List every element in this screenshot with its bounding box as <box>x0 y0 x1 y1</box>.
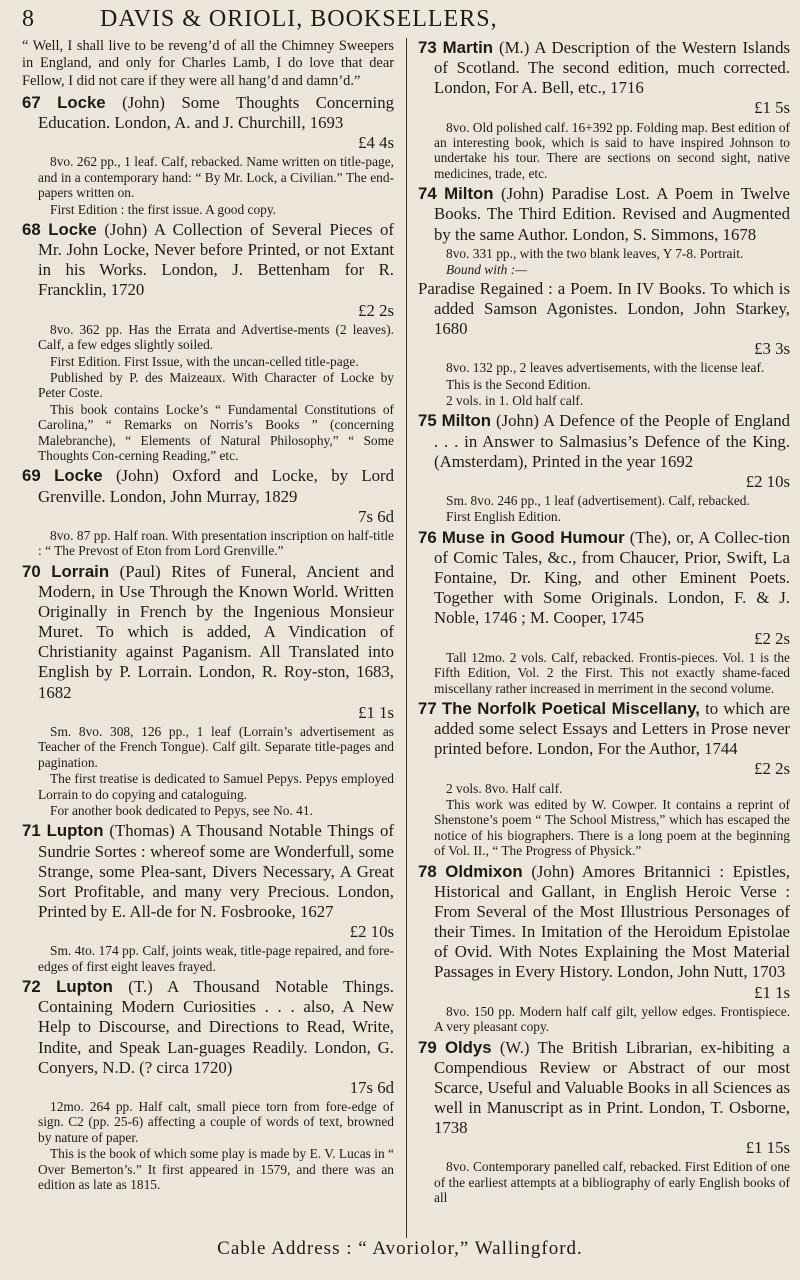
entry-author: Martin <box>442 38 493 57</box>
entry-note: 8vo. Old polished calf. 16+392 pp. Folding map. Best edition of an interesting book, which is said to have inspired Johnson to undertake his tour. There are sections on second sight, native medicines, trade, etc. <box>434 119 790 181</box>
entry-price: £1 1s <box>358 702 394 722</box>
entry-price: £1 15s <box>745 1138 790 1158</box>
entry-price: £3 3s <box>754 339 790 358</box>
entry-title: (John) A Collection of Several Pieces of Mr. John Locke, Never before Printed, or not Extant in his Works. London, J. Bettenham for R. Francklin, 1720 <box>38 219 394 300</box>
bound-with-heading <box>418 279 790 360</box>
entry-note: This is the Second Edition. <box>446 376 591 392</box>
entry-title: (John) Paradise Lost. A Poem in Twelve Books. The Third Edition. Revised and Augmented by the same Author. London, S. Simmons, 1678 <box>434 184 790 244</box>
entry-note: First English Edition. <box>446 509 561 525</box>
entry-author: Oldys <box>444 1037 492 1057</box>
entry-author: The Norfolk Poetical Miscellany, <box>441 698 700 718</box>
entry-author: Lorrain <box>51 561 110 581</box>
entry-author: Muse in Good Humour <box>441 527 625 547</box>
catalogue-entry <box>418 528 790 696</box>
entry-note: 8vo. 132 pp., 2 leaves advertisements, with the license leaf. <box>446 360 765 376</box>
entry-heading <box>418 38 790 119</box>
entry-heading <box>22 466 394 526</box>
left-column <box>22 38 394 1233</box>
entry-note: 2 vols. 8vo. Half calf. <box>446 780 563 796</box>
entry-note: This work was edited by W. Cowper. It contains a reprint of Shenstone’s poem “ The School Mistress,” which has escaped the notice of his biographers. There is a long poem at the beginning of Vol. II., “ The Progress of Physick.” <box>434 797 790 859</box>
entry-author: Locke <box>57 92 106 112</box>
catalogue-entry <box>418 184 790 408</box>
entry-note: 8vo. Contemporary panelled calf, rebacked. First Edition of one of the earliest attempts at a bibliography of early English books of all <box>434 1159 790 1206</box>
entry-note: 8vo. 331 pp., with the two blank leaves, Y 7-8. Portrait. <box>446 245 744 261</box>
entry-number: 68 <box>22 219 41 239</box>
running-head: DAVIS & ORIOLI, BOOKSELLERS, <box>100 6 498 32</box>
catalogue-entry <box>418 1038 790 1206</box>
bound-with-label: Bound with :— <box>446 262 528 278</box>
entry-author: Milton <box>441 411 492 431</box>
entry-title: (Paul) Rites of Funeral, Ancient and Modern, in Use Through the Known World. Written Originally in French by the Ingenious Monsieur Muret. To which is added, A Vindication of Christianity against Paganism. All Translated into English by P. Lorrain. London, R. Roy-ston, 1683, 1682 <box>38 561 394 702</box>
entry-note: This book contains Locke’s “ Fundamental Constitutions of Carolina,” “ Remarks on Norris’s Books ” (concerning Malebranche), “ Elements of Natural Philosophy,” “ Some Thoughts Con-cerning Reading,” etc. <box>38 401 394 463</box>
entry-note: 2 vols. in 1. Old half calf. <box>446 392 584 408</box>
entry-number: 67 <box>22 92 41 112</box>
entry-author: Milton <box>444 184 494 204</box>
entry-number: 76 <box>418 527 437 547</box>
entry-note: 8vo. 150 pp. Modern half calf gilt, yellow edges. Frontispiece. A very pleasant copy. <box>434 1003 790 1035</box>
entry-note: 8vo. 87 pp. Half roan. With presentation inscription on half-title : “ The Prevost of Eton from Lord Grenville.” <box>38 527 394 559</box>
entry-title: (T.) A Thousand Notable Things. Containing Modern Curiosities . . . also, A New Help to Discourse, and Directions to Read, Write, Indite, and Speak Lan-guages Readily. London, G. Conyers, N.D. (? circa 1720) <box>38 977 394 1077</box>
catalogue-entry <box>418 699 790 859</box>
entry-number: 70 <box>22 561 41 581</box>
entry-price: 17s 6d <box>349 1077 394 1097</box>
page-footer: Cable Address : “ Avoriolor,” Wallingford. <box>217 1238 583 1259</box>
catalogue-entry <box>418 411 790 524</box>
entry-note: For another book dedicated to Pepys, see No. 41. <box>50 802 313 818</box>
entry-number: 74 <box>418 184 437 204</box>
entry-author: Locke <box>48 219 97 239</box>
entry-price: £2 2s <box>358 300 394 320</box>
catalogue-entry <box>418 38 790 181</box>
entry-note: 8vo. 362 pp. Has the Errata and Advertise-ments (2 leaves). Calf, a few edges slightly soiled. <box>38 321 394 353</box>
catalogue-entry <box>22 562 394 819</box>
entry-title: (The), or, A Collec-tion of Comic Tales, &c., from Chaucer, Prior, Swift, La Fontaine, Dr. King, and other Eminent Poets. Together with Some Originals. London, F. & J. Noble, 1746 ; M. Cooper, 1745 <box>434 527 790 628</box>
entry-number: 78 <box>418 861 437 881</box>
entry-author: Locke <box>54 466 103 486</box>
entry-heading <box>22 562 394 723</box>
entry-title: (M.) A Description of the Western Islands of Scotland. The second edition, much corrected. London, For A. Bell, etc., 1716 <box>434 38 790 98</box>
entry-heading <box>22 977 394 1098</box>
entry-note: This is the book of which some play is made by E. V. Lucas in “ Over Bemerton’s.” It first appeared in 1579, and there was an edition as late as 1815. <box>38 1146 394 1193</box>
catalogue-entry <box>22 220 394 463</box>
catalogue-entry <box>418 862 790 1035</box>
entry-number: 72 <box>22 977 41 997</box>
entry-price: 7s 6d <box>358 506 394 526</box>
entry-title: (Thomas) A Thousand Notable Things of Sundrie Sortes : whereof some are Wonderfull, some Strange, some Plea-sant, Divers Necessary, A Great Sort Profitable, and many very Precious. London, Printed by E. All-de for N. Fosbrooke, 1627 <box>38 821 394 921</box>
entry-heading <box>418 184 790 244</box>
entry-note: Tall 12mo. 2 vols. Calf, rebacked. Frontis-pieces. Vol. 1 is the Fifth Edition, Vol. 2 the First. This not exactly shame-faced miscellany rather increased in merriment in the second volume. <box>434 649 790 696</box>
entry-title: (John) A Defence of the People of England . . . in Answer to Salmasius’s Defence of the King. (Amsterdam), Printed in the year 1692 <box>434 411 790 471</box>
entry-number: 71 <box>22 821 41 841</box>
entry-title: (W.) The British Librarian, ex-hibiting a Compendious Review or Abstract of our most Scarce, Useful and Valuable Books in all Sciences as well in Manuscript as in Print. London, T. Osborne, 1738 <box>434 1037 790 1138</box>
entry-heading <box>418 862 790 1003</box>
entry-title: to which are added some select Essays and Letters in Prose never printed before. London, For the Author, 1744 <box>434 698 790 759</box>
entry-title: (John) Amores Britannici : Epistles, Historical and Gallant, in English Heroic Verse : From Several of the Most Illustrious Personages of their Times. In Imitation of the Heroidum Epistolae of Ovid. With Notes Explaining the Most Material Passages in Every History. London, John Nutt, 1703 <box>434 861 790 982</box>
entry-note: The first treatise is dedicated to Samuel Pepys. Pepys employed Lorrain to do copying and cataloguing. <box>38 771 394 802</box>
catalogue-entry <box>22 977 394 1192</box>
entry-author: Lupton <box>46 821 104 841</box>
entry-title: (John) Oxford and Locke, by Lord Grenville. London, John Murray, 1829 <box>38 466 394 506</box>
entry-heading <box>418 411 790 492</box>
entry-price: £1 5s <box>754 98 790 118</box>
catalogue-entry <box>22 821 394 974</box>
catalogue-entry <box>22 466 394 558</box>
entry-number: 75 <box>418 411 437 431</box>
catalogue-entry <box>22 93 394 217</box>
entry-heading <box>418 699 790 780</box>
entry-heading <box>418 1038 790 1159</box>
entry-price: £2 2s <box>754 628 790 648</box>
entry-note: Sm. 8vo. 308, 126 pp., 1 leaf (Lorrain’s advertisement as Teacher of the French Tongue). Calf gilt. Separate title-pages and pagination. <box>38 723 394 770</box>
entry-price: £2 10s <box>745 471 790 491</box>
entry-heading <box>418 528 790 649</box>
entry-note: First Edition. First Issue, with the uncan-celled title-page. <box>50 353 359 369</box>
entry-number: 79 <box>418 1037 437 1057</box>
entry-author: Lupton <box>56 977 113 997</box>
entry-note: First Edition : the first issue. A good copy. <box>50 201 277 217</box>
entry-note: 12mo. 264 pp. Half calt, small piece torn from fore-edge of sign. C2 (pp. 25-6) affecting a couple of words of text, browned by nature of paper. <box>38 1099 394 1145</box>
entry-price: £4 4s <box>358 133 394 153</box>
right-column <box>418 38 790 1233</box>
entry-heading <box>22 220 394 321</box>
entry-number: 77 <box>418 698 437 718</box>
entry-note: 8vo. 262 pp., 1 leaf. Calf, rebacked. Name written on title-page, and in a contemporary hand: “ By Mr. Lock, a Civilian.” The end-papers written on. <box>38 154 394 201</box>
entry-note: Sm. 8vo. 246 pp., 1 leaf (advertisement). Calf, rebacked. <box>446 493 750 508</box>
entry-title: (John) Some Thoughts Concerning Education. London, A. and J. Churchill, 1693 <box>38 92 394 132</box>
entry-heading <box>22 93 394 153</box>
entry-note: Published by P. des Maizeaux. With Character of Locke by Peter Coste. <box>38 369 394 401</box>
column-divider <box>406 38 407 1238</box>
entry-heading <box>22 821 394 942</box>
page-number: 8 <box>22 6 34 32</box>
entry-price: £2 2s <box>754 759 790 779</box>
entry-price: £2 10s <box>349 922 394 942</box>
page-header <box>0 0 800 34</box>
entry-number: 73 <box>418 38 437 57</box>
entry-number: 69 <box>22 466 41 486</box>
bound-with-title: Paradise Regained : a Poem. In IV Books. To which is added Samson Agonistes. London, John Starkey, 1680 <box>418 278 790 338</box>
entry-note: Sm. 4to. 174 pp. Calf, joints weak, title-page repaired, and fore-edges of first eight leaves frayed. <box>38 943 394 974</box>
entry-author: Oldmixon <box>445 861 523 881</box>
entry-price: £1 1s <box>754 982 790 1002</box>
intro-quote: “ Well, I shall live to be reveng’d of all the Chimney Sweepers in England, and only for Charles Lamb, I do love that dear Fellow, I did not care if they were all hang’d and damn’d.” <box>22 38 394 89</box>
